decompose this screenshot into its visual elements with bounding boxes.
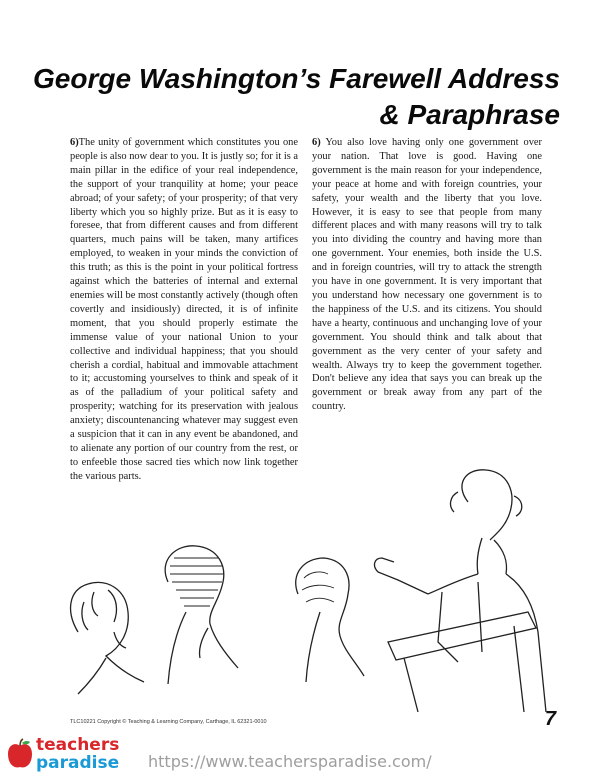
brand-name-paradise: paradise [36, 753, 120, 773]
brand-name-teachers: teachers [36, 735, 120, 755]
lectern [388, 612, 536, 712]
paraphrase-paragraph-number: 6) [312, 137, 321, 148]
apple-icon [6, 738, 34, 770]
original-paragraph-number: 6) [70, 137, 79, 148]
paraphrase-paragraph-text: You also love having only one government over your nation. That love is good. Having one government is the main reason for your independence, your peace at home and with foreign countries, your safety, your wealth and the liberty that you love. However, it is easy to see that people from many different places and with many reasons will try to talk you into dividing the country and having more than one government. Your enemies, both inside the U.S. and in foreign countries, will try to attack the strength you have in one government. It is very important that you understand how necessary one government is to the happiness of the U.S. and its citizens. You should have a hearty, continuous and unchanging love of your government. You should think and talk about that government as the very center of your safety and wealth. Always try to keep the government together. Don't believe any idea that says you can break up the government or break away from any part of the country. [312, 137, 542, 413]
original-text-column [70, 136, 298, 484]
teachers-paradise-url[interactable]: https://www.teachersparadise.com/ [148, 752, 432, 771]
listener-figure-3 [296, 558, 364, 682]
teachers-paradise-logo[interactable] [6, 736, 156, 776]
page-number: 7 [544, 708, 556, 730]
listener-figure-1 [71, 582, 144, 694]
washington-speech-illustration [58, 462, 558, 712]
page-title-line2: & Paraphrase [379, 99, 560, 130]
original-paragraph-text: The unity of government which constitutes you one people is also now dear to you. It is justly so; for it is a main pillar in the edifice of your real independence, the support of your tranquility at home; your peace abroad; of your safety; of your prosperity; of that very liberty which you so highly prize. But as it is easy to foresee, that from different causes and from different quarters, much pains will be taken, many artifices employed, to weaken in your minds the conviction of this truth; as this is the point in your political fortress against which the batteries of internal and external enemies will be most constantly actively (though often covertly and insidiously) directed, it is of infinite moment, that you should properly estimate the immense value of your national Union to your collective and individual happiness; that you should cherish a cordial, habitual and immovable attachment to it; accustoming yourselves to think and speak of it as of the palladium of your political safety and prosperity; watching for its preservation with jealous anxiety; discountenancing whatever may suggest even a suspicion that it can in any event be abandoned, and to alienate any portion of our country from the rest, or to enfeeble those sacred ties which now link together the various parts. [70, 137, 298, 482]
paraphrase-text-column [312, 136, 542, 414]
page-title-line1: George Washington’s Farewell Address [33, 63, 560, 94]
listener-figure-2 [165, 546, 238, 684]
copyright-notice: TLC10221 Copyright © Teaching & Learning Company, Carthage, IL 62321-0010 [70, 719, 267, 725]
